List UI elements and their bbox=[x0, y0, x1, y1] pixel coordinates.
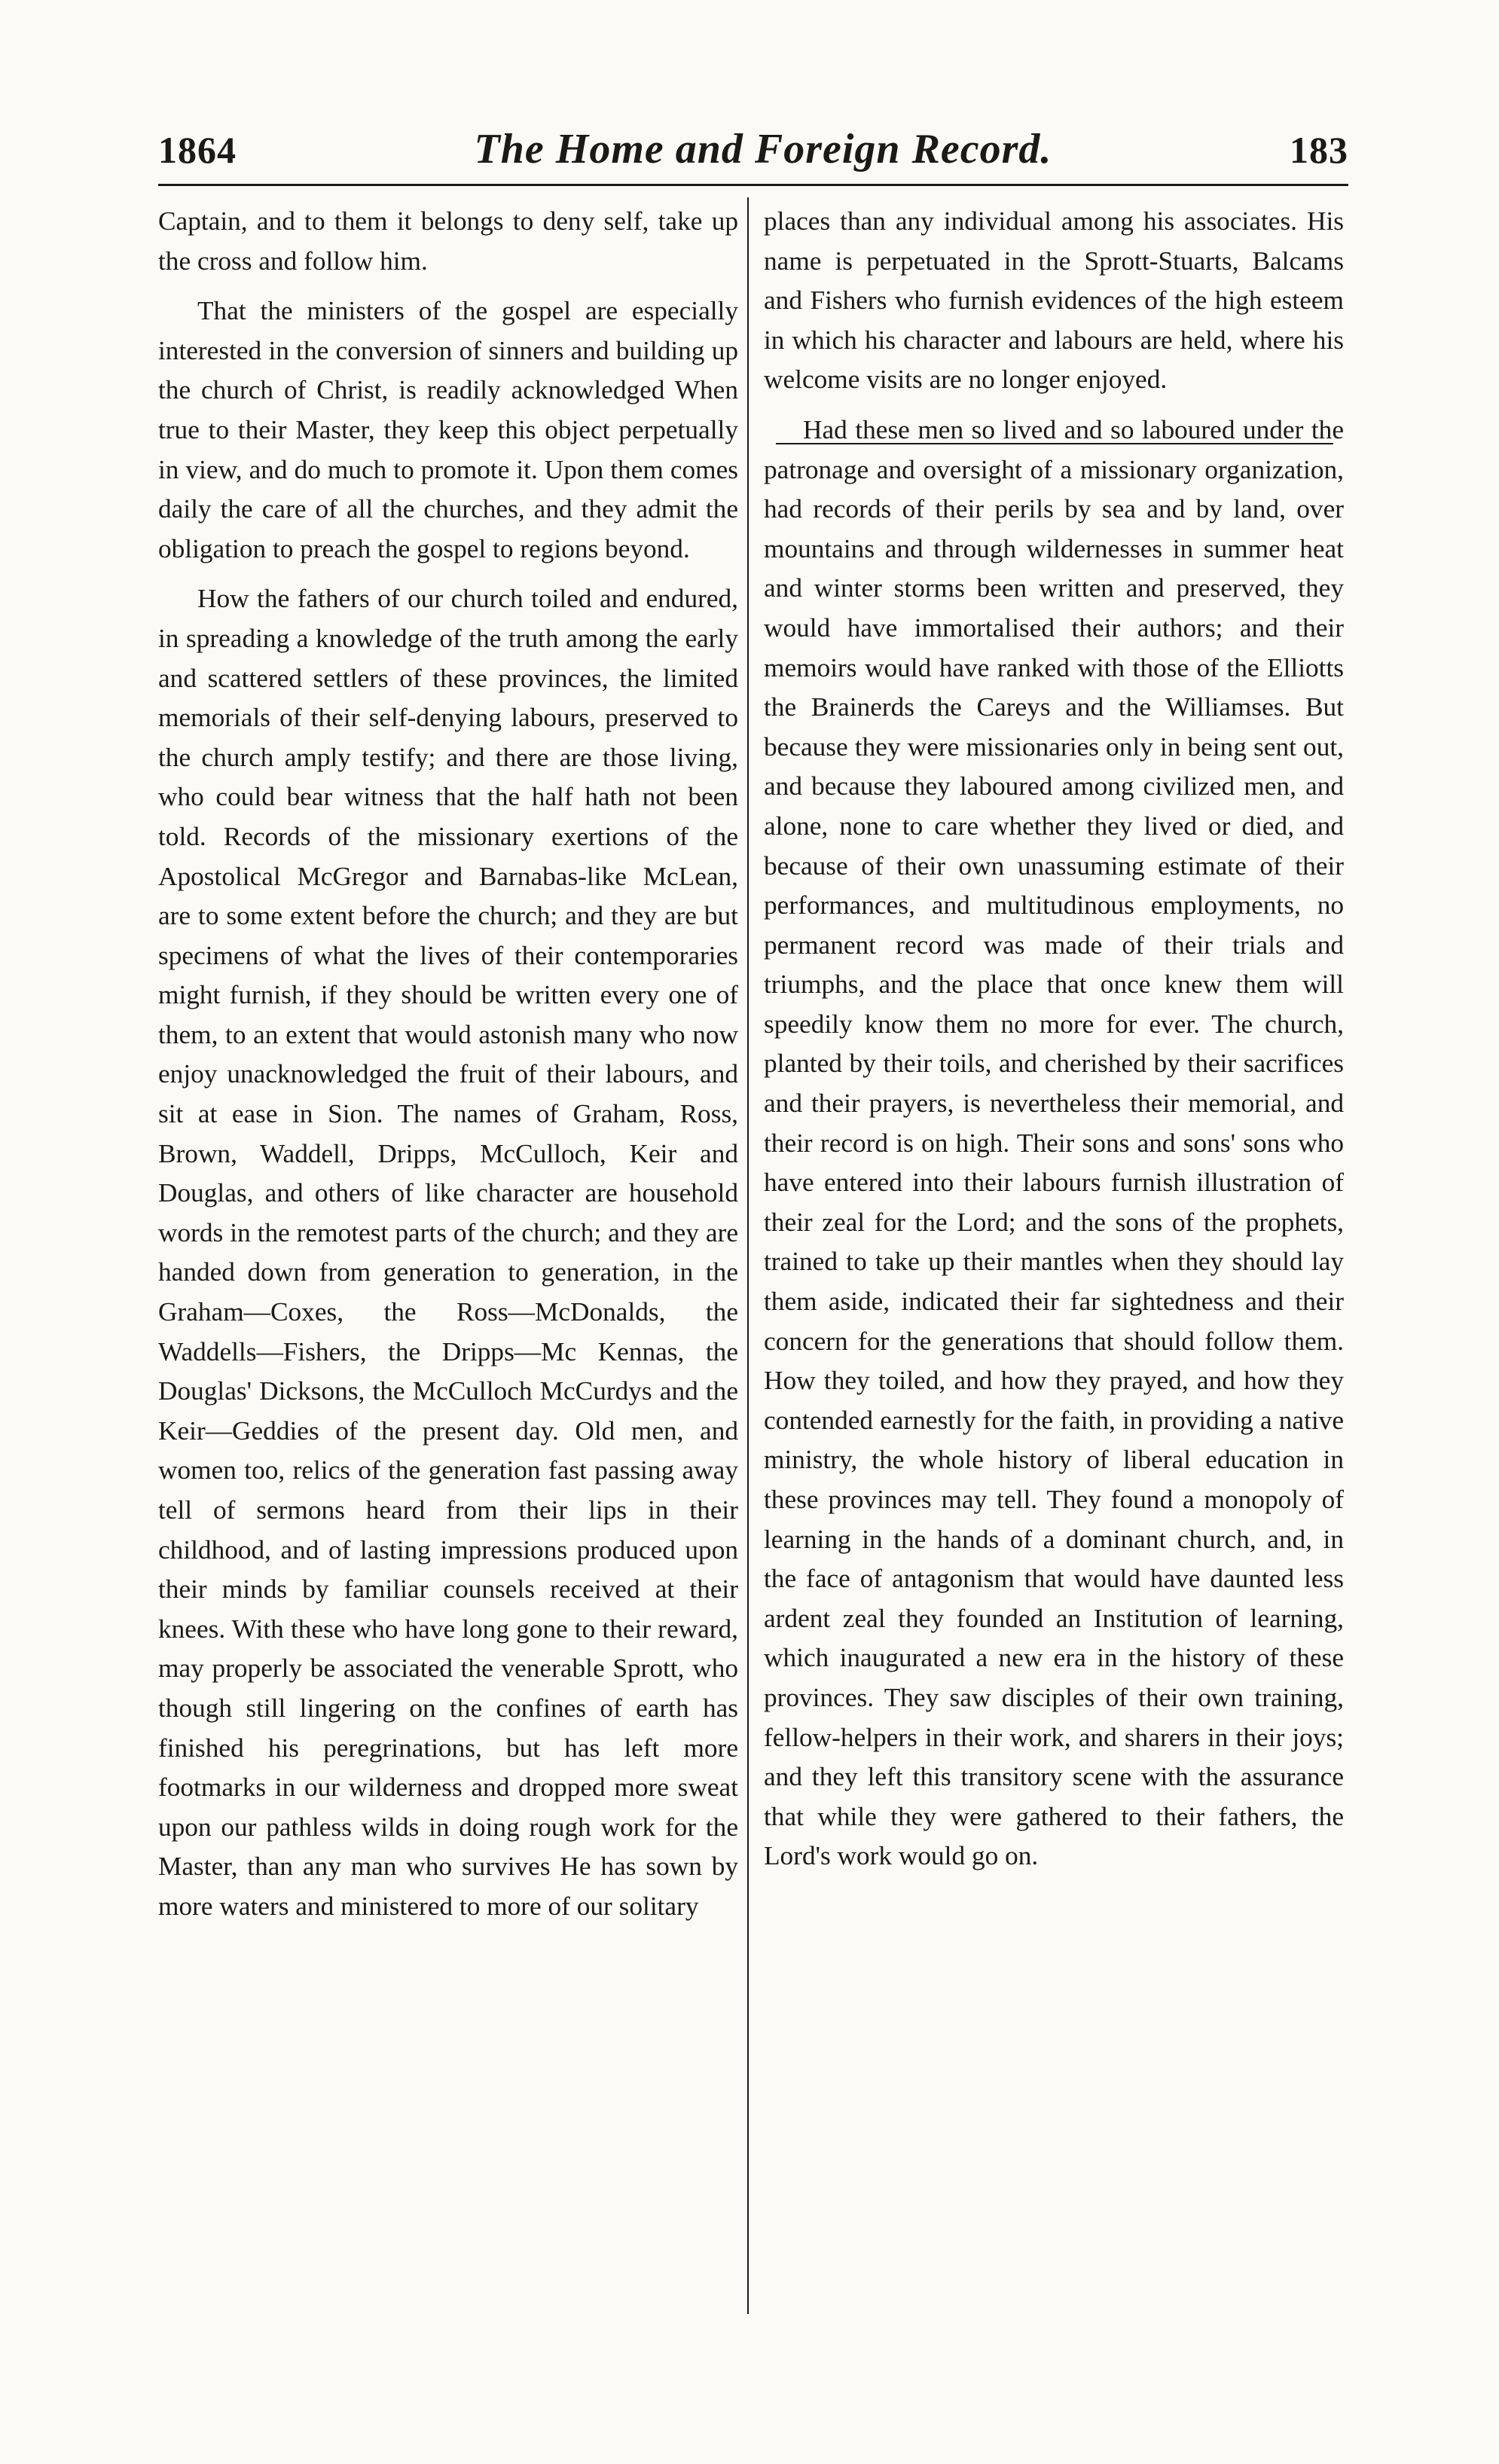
header-year: 1864 bbox=[158, 129, 237, 171]
right-column bbox=[764, 202, 1344, 1876]
header-rule bbox=[158, 184, 1348, 186]
page-number: 183 bbox=[1289, 129, 1348, 171]
paragraph: places than any individual among his associates. His name is perpetuated in the Sprott-Stuarts, Balcams and Fishers who furnish evidences of the high esteem in which his character and labours are held, where his welcome visits are no longer enjoyed. bbox=[764, 206, 1344, 395]
section-rule bbox=[776, 443, 1333, 444]
column-divider bbox=[747, 197, 749, 2314]
paragraph: Had these men so lived and so laboured under the patronage and oversight of a missionary organization, had records of their perils by sea and by land, over mountains and through wildernesses in summer heat and winter storms been written and preserved, they would have immortalised their authors; and their memoirs would have ranked with those of the Elliotts the Brainerds the Careys and the Williamses. But because they were missionaries only in being sent out, and because they laboured among civilized men, and alone, none to care whether they lived or died, and because of their own unassuming estimate of their performances, and multitudinous employments, no permanent record was made of their trials and triumphs, and the place that once knew them will speedily know them no more for ever. The church, planted by their toils, and cherished by their sacrifices and their prayers, is nevertheless their memorial, and their record is on high. Their sons and sons' sons who have entered into their labours furnish illustration of their zeal for the Lord; and the sons of the prophets, trained to take up their mantles when they should lay them aside, indicated their far sightedness and their concern for the generations that should follow them. How they toiled, and how they prayed, and how they contended earnestly for the faith, in providing a native ministry, the whole history of liberal education in these provinces may tell. They found a monopoly of learning in the hands of a dominant church, and, in the face of antagonism that would have daunted less ardent zeal they founded an Institution of learning, which inaugurated a new era in the history of these provinces. They saw disciples of their own training, fellow-helpers in their work, and sharers in their joys; and they left this transitory scene with the assurance that while they were gathered to their fathers, the Lord's work would go on. bbox=[764, 414, 1344, 1871]
running-header bbox=[158, 125, 1348, 178]
journal-title: The Home and Foreign Record. bbox=[474, 126, 1052, 173]
paragraph: Captain, and to them it belongs to deny self, take up the cross and follow him. bbox=[158, 206, 738, 276]
paragraph: That the ministers of the gospel are especially interested in the conversion of sinners and building up the church of Christ, is readily acknowledged When true to their Master, they keep this object perpetually in view, and do much to promote it. Upon them comes daily the care of all the churches, and they admit the obligation to preach the gospel to regions beyond. bbox=[158, 296, 738, 563]
paragraph: How the fathers of our church toiled and endured, in spreading a knowledge of the truth among the early and scattered settlers of these provinces, the limited memorials of their self-denying labours, preserved to the church amply testify; and there are those living, who could bear witness that the half hath not been told. Records of the missionary exertions of the Apostolical McGregor and Barnabas-like McLean, are to some extent before the church; and they are but specimens of what the lives of their contemporaries might furnish, if they should be written every one of them, to an extent that would astonish many who now enjoy unacknowledged the fruit of their labours, and sit at ease in Sion. The names of Graham, Ross, Brown, Waddell, Dripps, McCulloch, Keir and Douglas, and others of like character are household words in the remotest parts of the church; and they are handed down from generation to generation, in the Graham—Coxes, the Ross—McDonalds, the Waddells—Fishers, the Dripps—Mc Kennas, the Douglas' Dicksons, the McCulloch McCurdys and the Keir—Geddies of the present day. Old men, and women too, relics of the generation fast passing away tell of sermons heard from their lips in their childhood, and of lasting impressions produced upon their minds by familiar counsels received at their knees. With these who have long gone to their reward, may properly be associated the venerable Sprott, who though still lingering on the confines of earth has finished his peregrinations, but has left more footmarks in our wilderness and dropped more sweat upon our pathless wilds in doing rough work for the Master, than any man who survives He has sown by more waters and ministered to more of our solitary bbox=[158, 584, 738, 1921]
left-column bbox=[158, 202, 738, 1927]
